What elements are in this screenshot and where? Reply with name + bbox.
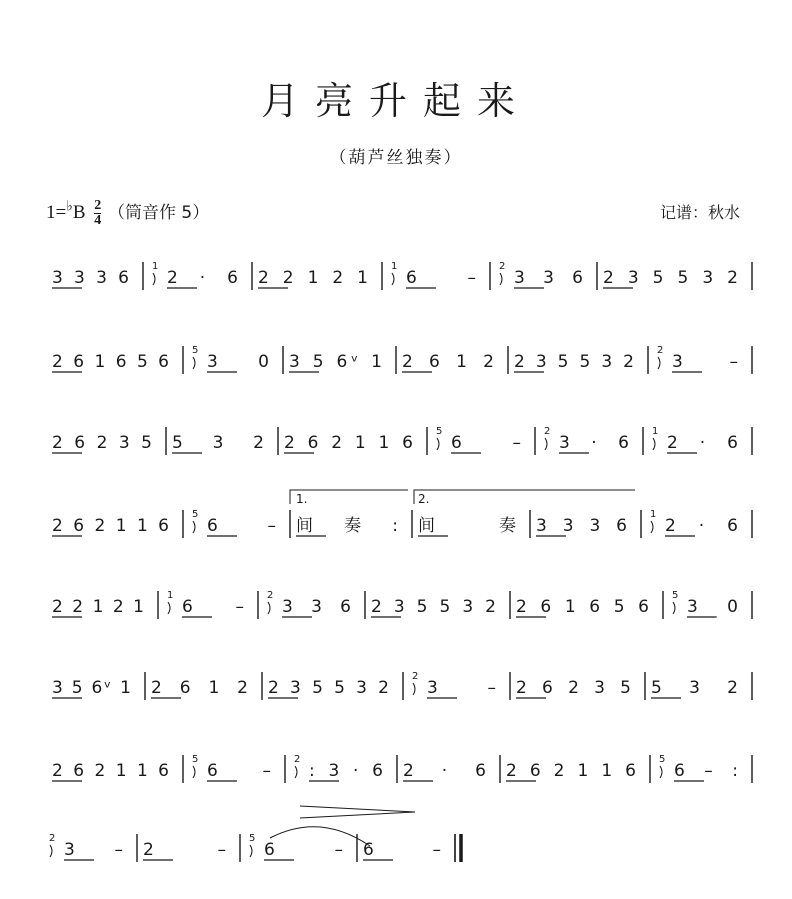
time-signature-top: 2 <box>94 198 102 214</box>
measure-notes: 2 6 2 1 1 6 <box>52 761 169 781</box>
measure-notes: 2 6 1 2 <box>151 678 248 698</box>
measure-notes: 2 · 6 <box>167 268 238 288</box>
measure-notes: 2 – <box>143 840 226 860</box>
measure-notes: 3 3 6 <box>282 597 351 617</box>
grace-slur <box>392 273 394 285</box>
grace-note: 5 <box>659 754 666 765</box>
grace-note: 5 <box>672 590 679 601</box>
measure-notes: 3 – <box>64 840 123 860</box>
grace-note: 2 <box>294 754 301 765</box>
grace-slur <box>193 766 195 778</box>
volta-second-label: 2. <box>418 492 430 506</box>
measure-notes: 2 6 1 6 5 6 <box>52 352 169 372</box>
grace-slur <box>660 766 662 778</box>
grace-note: 2 <box>267 590 274 601</box>
grace-note: 5 <box>192 345 199 356</box>
grace-slur <box>673 602 675 614</box>
measure-notes: 6 – <box>207 761 271 781</box>
grace-note: 1 <box>152 261 159 272</box>
measure-notes: 3 – <box>427 678 496 698</box>
measure-notes: 2 6 1 2 <box>402 352 494 372</box>
measure-notes: 6 – <box>207 516 276 536</box>
grace-slur <box>500 273 502 285</box>
grace-slur <box>413 683 415 695</box>
grace-slur <box>545 438 547 450</box>
grace-note: 1 <box>652 426 659 437</box>
measure-notes: 2 3 5 5 3 2 <box>371 597 496 617</box>
measure-notes: 2 6 2 1 1 6 <box>284 433 413 453</box>
grace-slur <box>658 357 660 369</box>
measure-notes: 3 3 3 6 <box>52 268 129 288</box>
measure-notes: 2 6 2 1 1 6 <box>506 761 636 781</box>
diminuendo-hairpin <box>300 806 415 818</box>
measure-notes: 6 – <box>406 268 476 288</box>
measure-notes: 2 6 2 3 5 <box>516 678 631 698</box>
measure-notes: 6 – <box>182 597 244 617</box>
score-subtitle: （葫芦丝独奏） <box>329 148 463 168</box>
volta-first-bracket <box>290 490 408 504</box>
grace-note: 5 <box>436 426 443 437</box>
grace-slur <box>250 845 252 857</box>
measure-notes: 2 6 2 3 5 <box>52 433 152 453</box>
grace-slur <box>153 273 155 285</box>
measure-notes: 6 – : <box>674 761 738 781</box>
grace-slur <box>193 521 195 533</box>
measure-notes: 6 – <box>451 433 521 453</box>
grace-note: 5 <box>249 833 256 844</box>
key-prefix: 1= <box>46 202 67 223</box>
grace-note: 5 <box>192 509 199 520</box>
volta-second-bracket <box>414 490 635 504</box>
grace-note: 1 <box>391 261 398 272</box>
measure-notes: 2 3 5 5 3 2 <box>268 678 389 698</box>
measure-notes: 3 5 6ᵛ 1 <box>52 678 131 698</box>
measure-notes: 2 2 1 2 1 <box>52 597 144 617</box>
grace-note: 2 <box>49 833 56 844</box>
flat-sign: ♭ <box>66 199 73 215</box>
measure-notes: 6 – <box>264 840 343 860</box>
measure-notes: 2 · 6 <box>403 761 486 781</box>
measure-notes: 3 · 6 <box>559 433 629 453</box>
measure-notes: 2 6 2 1 1 6 <box>52 516 169 536</box>
measure-notes: 5 3 2 <box>172 433 264 453</box>
pitch-note: （筒音作 5） <box>108 203 210 223</box>
grace-slur <box>295 766 297 778</box>
measure-notes: 间 奏 : <box>296 516 398 536</box>
measure-notes: 6 – <box>363 840 441 860</box>
measure-notes: 2 6 1 6 5 6 <box>516 597 649 617</box>
time-signature-bottom: 4 <box>94 213 102 229</box>
measure-notes: : 3 · 6 <box>309 761 383 781</box>
grace-slur <box>268 602 270 614</box>
measure-notes: 3 0 <box>207 352 269 372</box>
measure-notes: 3 0 <box>687 597 738 617</box>
grace-note: 2 <box>544 426 551 437</box>
grace-note: 2 <box>412 671 419 682</box>
grace-slur <box>437 438 439 450</box>
measure-notes: 3 5 6ᵛ 1 <box>289 352 382 372</box>
grace-note: 5 <box>192 754 199 765</box>
tie-slur <box>270 827 370 846</box>
measure-notes: 2 · 6 <box>665 516 738 536</box>
grace-note: 1 <box>650 509 657 520</box>
measure-notes: 2 3 5 5 3 2 <box>514 352 634 372</box>
key-tonic: B <box>72 202 86 223</box>
measure-notes: 3 3 6 <box>514 268 583 288</box>
measure-notes: 2 3 5 5 3 2 <box>603 268 738 288</box>
volta-first-label: 1. <box>296 492 308 506</box>
grace-slur <box>653 438 655 450</box>
measure-notes: 间 奏 <box>418 516 516 536</box>
score-title: 月亮升起来 <box>260 79 531 123</box>
measure-notes: 2 · 6 <box>667 433 738 453</box>
measure-notes: 3 3 3 6 <box>536 516 627 536</box>
measure-notes: 2 2 1 2 1 <box>258 268 368 288</box>
grace-slur <box>193 357 195 369</box>
grace-slur <box>50 845 52 857</box>
grace-note: 1 <box>167 590 174 601</box>
grace-slur <box>651 521 653 533</box>
transcriber: 记谱：秋水 <box>659 203 740 222</box>
measure-notes: 3 – <box>672 352 738 372</box>
grace-note: 2 <box>499 261 506 272</box>
grace-slur <box>168 602 170 614</box>
grace-note: 2 <box>657 345 664 356</box>
measure-notes: 5 3 2 <box>651 678 738 698</box>
